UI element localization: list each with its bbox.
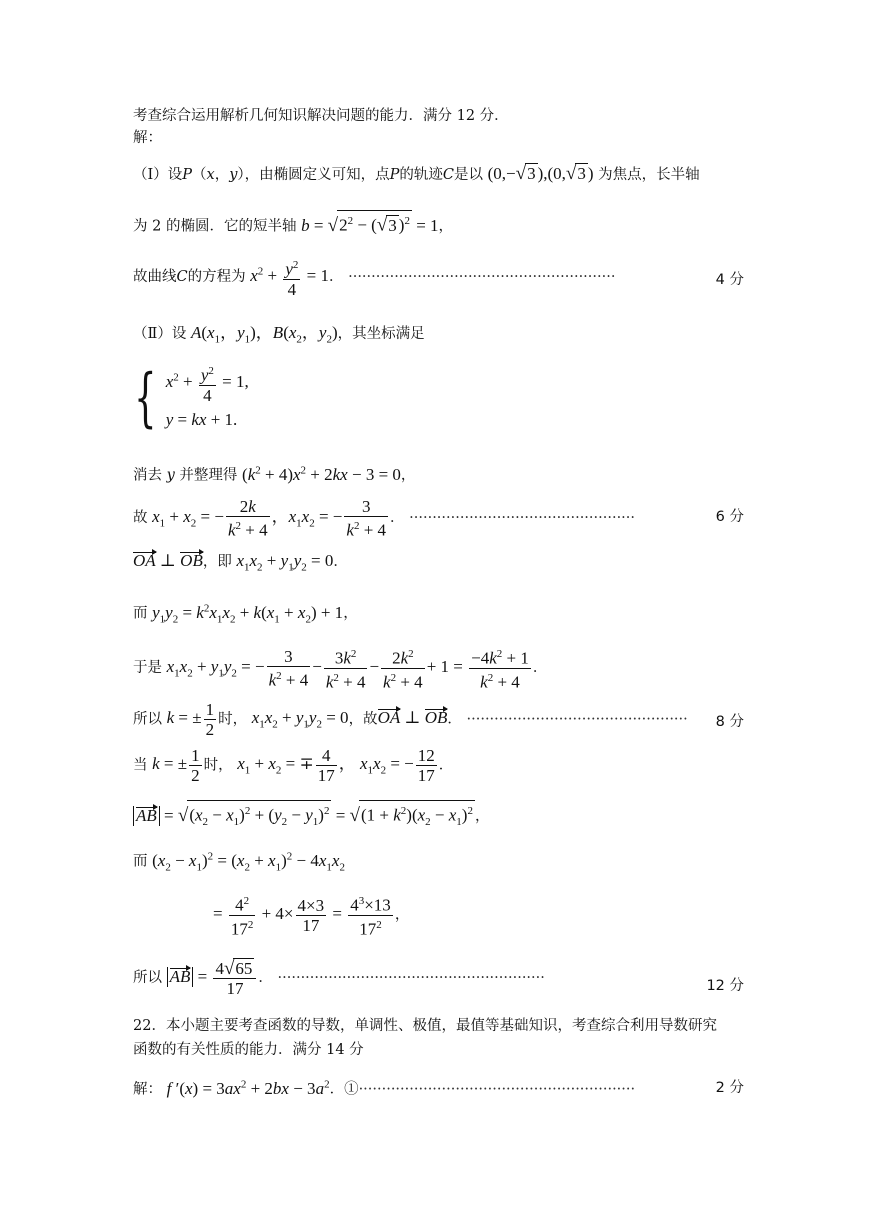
score-8: 8 分 xyxy=(715,714,744,730)
score-4: 4 分 xyxy=(715,272,744,288)
text: 故曲线 xyxy=(133,269,177,286)
vieta-line: 故 $x_1 + x_2$ = − $\frac{2k}{k^2 + 4}$ ，$x_1x_2$ = − $\frac{3}{k^2 + 4}$ ． ················································· xyxy=(133,497,636,540)
score-2: 2 分 xyxy=(715,1080,744,1096)
score-6: 6 分 xyxy=(715,509,744,525)
ellipse-eq: $x^2$ + $\frac{y^2}{4}$ = 1 xyxy=(250,259,329,299)
text: ，其坐标满足 xyxy=(337,326,425,342)
circled-one: ① xyxy=(344,1081,359,1098)
perp-line: OA ⊥ OB，即 $x_1x_2 + y_1y_2 = 0$． xyxy=(133,551,348,574)
text: 解： xyxy=(133,1081,162,1098)
part1-line-1: （Ⅰ）设P（x，y），由椭圆定义可知，点P的轨迹C是以 (0,−√3 ),(0,√3 ) 为焦点，长半轴 xyxy=(133,163,700,184)
dang-line: 当 k = ± $\frac{1}{2}$ 时， $x_1 + x_2$ = ∓ $\frac{4}{17}$ ， $x_1x_2$ = − $\frac{12}{17}$ ． xyxy=(133,746,454,785)
diff-square-line: 而 $(x_2 - x_1)^2 = (x_2 + x_1)^2 - 4x_1x_2$ xyxy=(133,850,345,874)
ab-result-line: 所以 AB = $\frac{4√65}{17}$ ． ·························································· xyxy=(133,958,545,998)
text: 消去 xyxy=(133,467,162,484)
y1y2-line: 而 $y_1y_2 = k^2x_1x_2 + k(x_1 + x_2) + 1$， xyxy=(133,602,358,626)
q22-line-1: 22．本小题主要考查函数的导数，单调性、极值，最值等基础知识，考查综合利用导数研究 xyxy=(133,1018,717,1034)
then-line: 于是 $x_1x_2 + y_1y_2$ = − $\frac{3}{k^2 + 4}$ − $\frac{3k^2}{k^2 + 4}$ − $\frac{2k^2}{k^2 + 4}$ + 1 = $\frac{-4k^2 + 1}{k^2 + 4}$ ． xyxy=(133,646,548,692)
q22-line-2: 函数的有关性质的能力．满分 14 分 xyxy=(133,1042,364,1058)
part2-line-1: （Ⅱ）设 $A(x_1$，$y_1$)，$B(x_2$，$y_2$)，其坐标满足 xyxy=(133,323,425,346)
ab-length-line: AB = $√(x_2 - x_1)^2 + (y_2 - y_1)^2 = √(1 + k^2)(x_2 - x_1)^2$ ， xyxy=(133,800,743,832)
text: 的轨迹 xyxy=(399,167,443,183)
text: ），由椭圆定义可知，点 xyxy=(237,167,390,183)
text: 而 xyxy=(133,853,148,870)
text: 的方程为 xyxy=(187,269,246,286)
q22-solution-line: 解： f $'(x) = 3ax^2 + 2bx - 3a^2$．①···························································· xyxy=(133,1078,636,1098)
text: 是以 xyxy=(454,167,484,183)
text: 故 xyxy=(133,510,148,527)
text: 时， xyxy=(203,757,233,774)
text: ，故 xyxy=(348,711,378,728)
part1-line-3: 故曲线C的方程为 $x^2$ + $\frac{y^2}{4}$ = 1． ·························································· xyxy=(133,259,616,299)
text: 为焦点，长半轴 xyxy=(598,167,700,183)
minor-axis-math: $b = √2^2 - (√3$ )$^2$ = 1 xyxy=(301,216,438,235)
part1-line-2: 为 2 的椭圆．它的短半轴 $b = √2^2 - (√3$ )$^2$ = 1， xyxy=(133,210,743,237)
equation-system: { $x^2$ + $\frac{y^2}{4}$ = 1, y = kx + 1. xyxy=(134,361,249,436)
eliminate-line: 消去 y 并整理得 $(k^2 + 4)x^2 + 2kx - 3 = 0$， xyxy=(133,464,416,484)
foci-math: (0,−√3 ),(0,√3 ) xyxy=(487,163,594,184)
intro-line-1: 考查综合运用解析几何知识解决问题的能力．满分 12 分． xyxy=(133,108,509,124)
text: （ xyxy=(192,167,207,183)
text: （Ⅰ）设 xyxy=(133,167,183,183)
text: 时， xyxy=(218,711,248,728)
text: 当 xyxy=(133,757,148,774)
k-value-line: 所以 k = ± $\frac{1}{2}$ 时， $x_1x_2 + y_1y_2 = 0$，故OA ⊥ OB． ················································ xyxy=(133,700,688,739)
text: （Ⅱ）设 xyxy=(133,326,187,342)
text: 并整理得 xyxy=(179,467,238,484)
text: ，即 xyxy=(202,554,232,570)
text: 为 2 的椭圆．它的短半轴 xyxy=(133,218,297,235)
text: 所以 xyxy=(133,969,162,986)
text: 所以 xyxy=(133,711,162,728)
text: 而 xyxy=(133,605,148,622)
intro-line-2: 解： xyxy=(133,130,162,146)
score-12: 12 分 xyxy=(706,978,744,994)
diff-square-value: = $\frac{4^2}{17^2}$ + 4× $\frac{4\times 3}{17}$ = $\frac{4^3\times 13}{17^2}$ ， xyxy=(213,895,410,939)
text: 于是 xyxy=(133,660,162,677)
